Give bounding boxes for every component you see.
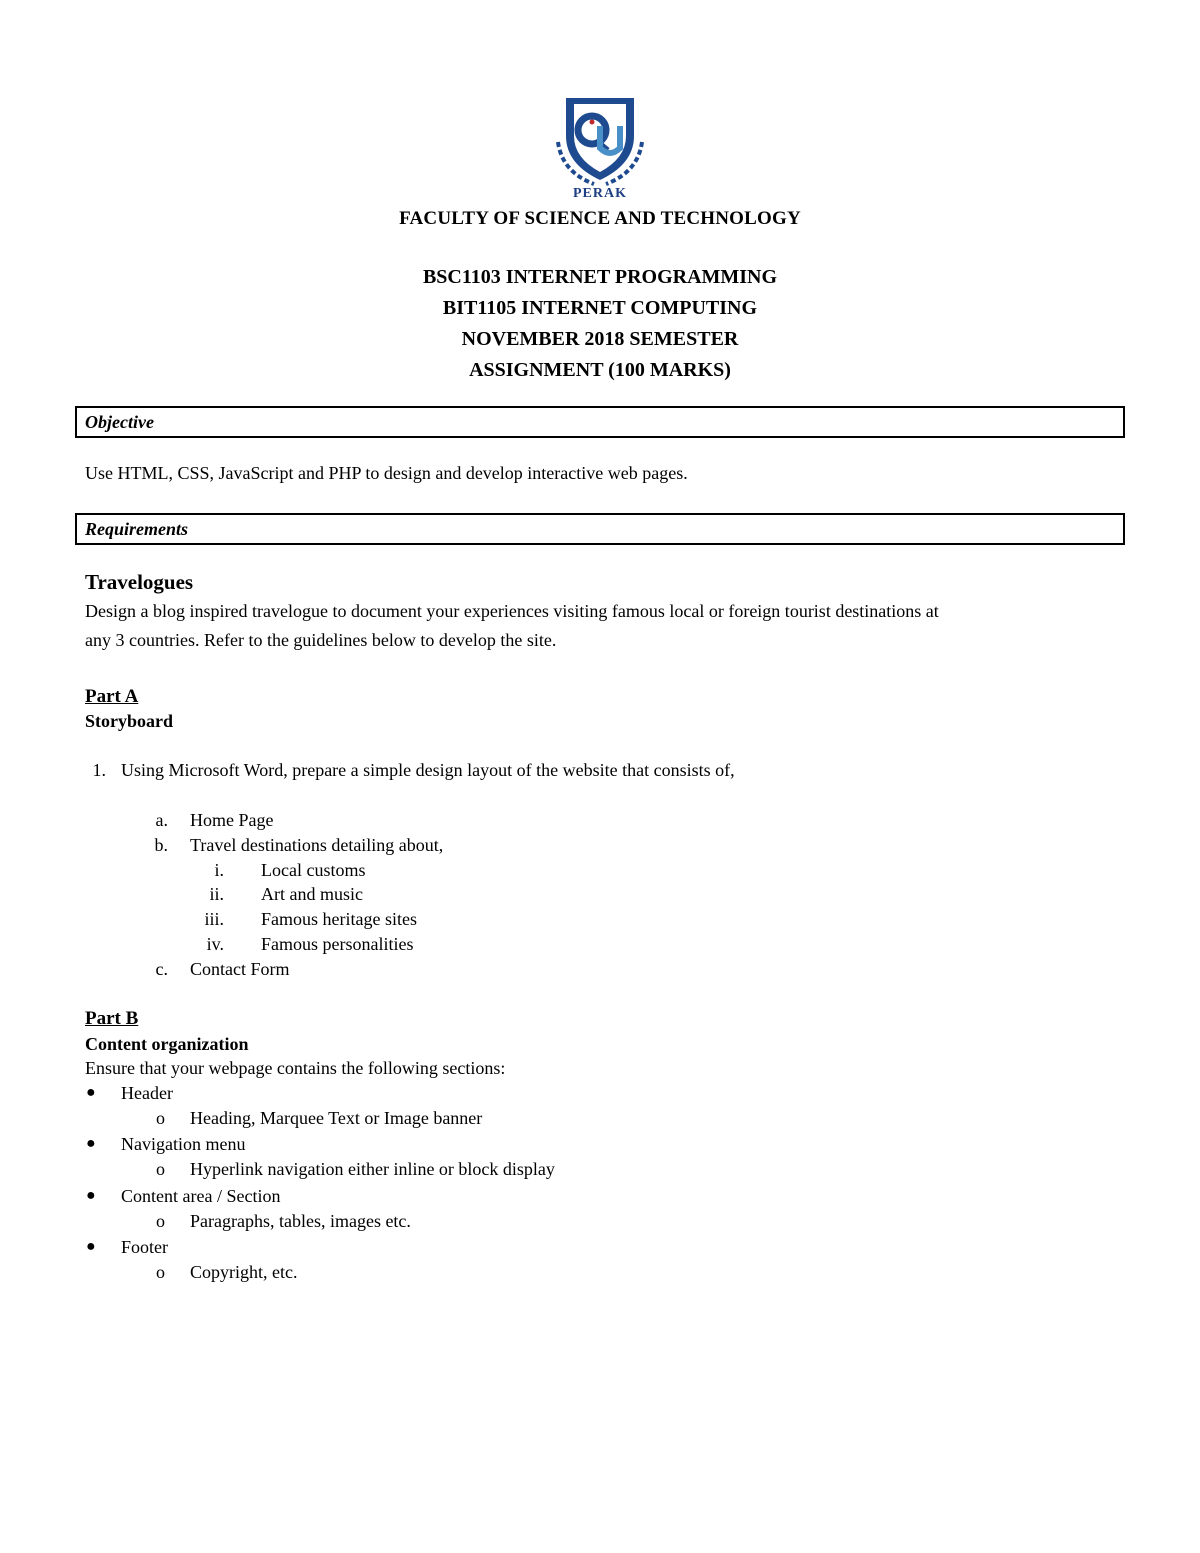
list-item: Travel destinations detailing about, xyxy=(190,835,444,855)
list-marker: ii. xyxy=(209,884,224,904)
objective-box xyxy=(75,406,1125,438)
objective-text: Use HTML, CSS, JavaScript and PHP to design and develop interactive web pages. xyxy=(85,463,688,483)
requirements-label: Requirements xyxy=(85,519,189,539)
list-item: Famous heritage sites xyxy=(261,909,417,929)
travelogues-description-line1: Design a blog inspired travelogue to document your experiences visiting famous local or foreign tourist destinations at xyxy=(85,601,939,621)
requirements-box xyxy=(75,513,1125,545)
sub-bullet-marker: o xyxy=(156,1108,165,1128)
logo-text: PERAK xyxy=(573,186,627,201)
list-item: Paragraphs, tables, images etc. xyxy=(190,1211,411,1231)
list-marker: i. xyxy=(214,860,224,880)
list-marker: iii. xyxy=(204,909,224,929)
list-item: Contact Form xyxy=(190,959,290,979)
list-marker: b. xyxy=(154,835,168,855)
list-marker: 1. xyxy=(92,760,106,780)
list-item: Navigation menu xyxy=(121,1134,246,1154)
part-a-subtitle: Storyboard xyxy=(85,711,174,731)
faculty-title: FACULTY OF SCIENCE AND TECHNOLOGY xyxy=(399,208,801,229)
list-item: Header xyxy=(121,1083,173,1103)
course-code-1: BSC1103 INTERNET PROGRAMMING xyxy=(422,266,778,288)
list-item: Hyperlink navigation either inline or block display xyxy=(190,1159,555,1179)
university-crest-icon xyxy=(548,92,652,192)
list-item: Content area / Section xyxy=(121,1186,281,1206)
list-marker: iv. xyxy=(206,934,224,954)
sub-bullet-marker: o xyxy=(156,1159,165,1179)
list-item: Footer xyxy=(121,1237,168,1257)
bullet-icon: ● xyxy=(86,1187,96,1204)
list-marker: a. xyxy=(155,810,168,830)
sub-bullet-marker: o xyxy=(156,1262,165,1282)
semester-line: NOVEMBER 2018 SEMESTER xyxy=(461,328,739,350)
bullet-icon: ● xyxy=(86,1135,96,1152)
part-b-intro: Ensure that your webpage contains the following sections: xyxy=(85,1058,506,1078)
course-code-2: BIT1105 INTERNET COMPUTING xyxy=(442,297,758,319)
list-item: Famous personalities xyxy=(261,934,414,954)
part-b-subtitle: Content organization xyxy=(85,1034,249,1054)
sub-bullet-marker: o xyxy=(156,1211,165,1231)
part-a-title: Part A xyxy=(85,686,139,707)
list-item: Copyright, etc. xyxy=(190,1262,298,1282)
part-b-title: Part B xyxy=(85,1008,139,1029)
bullet-icon: ● xyxy=(86,1238,96,1255)
assignment-line: ASSIGNMENT (100 MARKS) xyxy=(469,359,731,381)
list-item: Home Page xyxy=(190,810,274,830)
list-item: Local customs xyxy=(261,860,366,880)
travelogues-description-line2: any 3 countries. Refer to the guidelines below to develop the site. xyxy=(85,630,557,650)
list-item: Heading, Marquee Text or Image banner xyxy=(190,1108,483,1128)
list-marker: c. xyxy=(155,959,168,979)
bullet-icon: ● xyxy=(86,1084,96,1101)
objective-label: Objective xyxy=(85,412,154,432)
list-item: Using Microsoft Word, prepare a simple design layout of the website that consists of, xyxy=(121,760,735,780)
travelogues-title: Travelogues xyxy=(85,570,194,594)
list-item: Art and music xyxy=(261,884,363,904)
